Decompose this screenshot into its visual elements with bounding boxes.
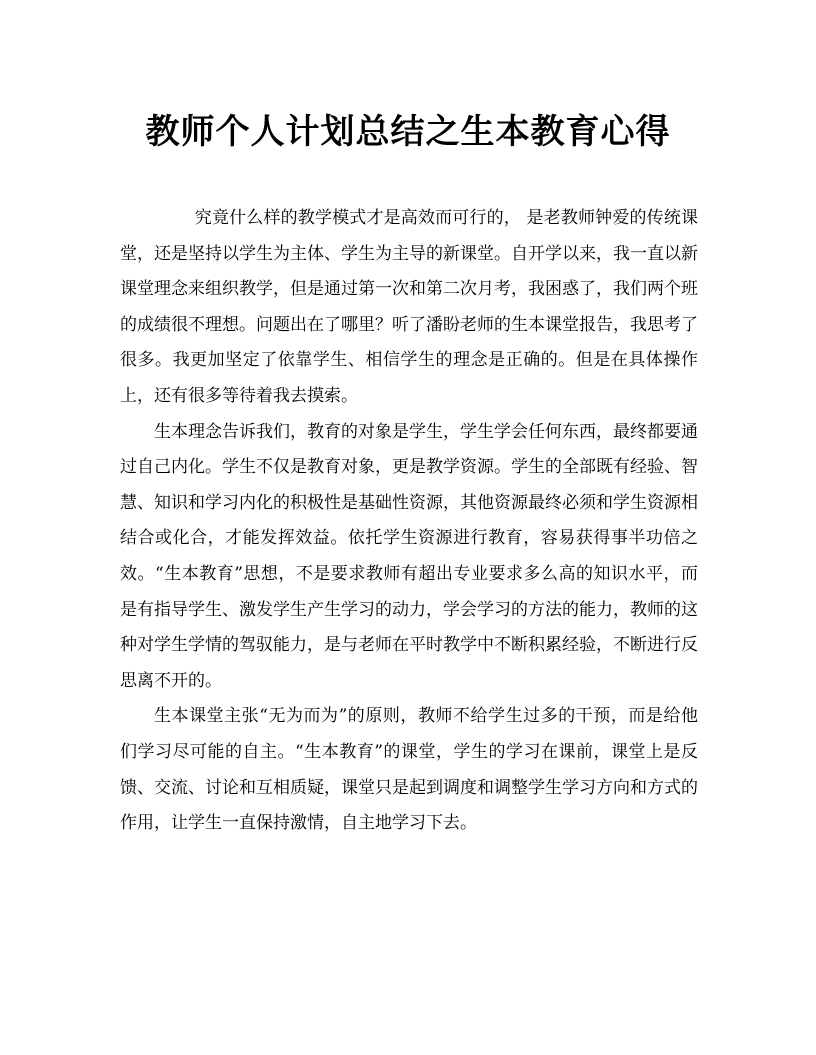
paragraph-3: 生本课堂主张“无为而为”的原则，教师不给学生过多的干预，而是给他们学习尽可能的自主。“生本教育”的课堂，学生的学习在课前，课堂上是反馈、交流、讨论和互相质疑，课堂只是起到调度和调整学生学习方向和方式的作用，让学生一直保持激情，自主地学习下去。 <box>120 706 698 834</box>
document-body <box>120 201 698 842</box>
page-title: 教师个人计划总结之生本教育心得 <box>145 112 671 152</box>
paragraph-2: 生本理念告诉我们，教育的对象是学生，学生学会任何东西，最终都要通过自己内化。学生不仅是教育对象，更是教学资源。学生的全部既有经验、智慧、知识和学习内化的积极性是基础性资源，其他资源最终必须和学生资源相结合或化合，才能发挥效益。依托学生资源进行教育，容易获得事半功倍之效。“生本教育”思想，不是要求教师有超出专业要求多么高的知识水平，而是有指导学生、激发学生产生学习的动力，学会学习的方法的能力，教师的这种对学生学情的驾驭能力，是与老师在平时教学中不断积累经验，不断进行反思离不开的。 <box>120 421 698 691</box>
paragraph-1: 究竟什么样的教学模式才是高效而可行的， 是老教师钟爱的传统课堂，还是坚持以学生为主体、学生为主导的新课堂。自开学以来，我一直以新课堂理念来组织教学，但是通过第一次和第二次月考，我困惑了，我们两个班的成绩很不理想。问题出在了哪里？听了潘盼老师的生本课堂报告，我思考了很多。我更加坚定了依靠学生、相信学生的理念是正确的。但是在具体操作上，还有很多等待着我去摸索。 <box>120 208 698 406</box>
